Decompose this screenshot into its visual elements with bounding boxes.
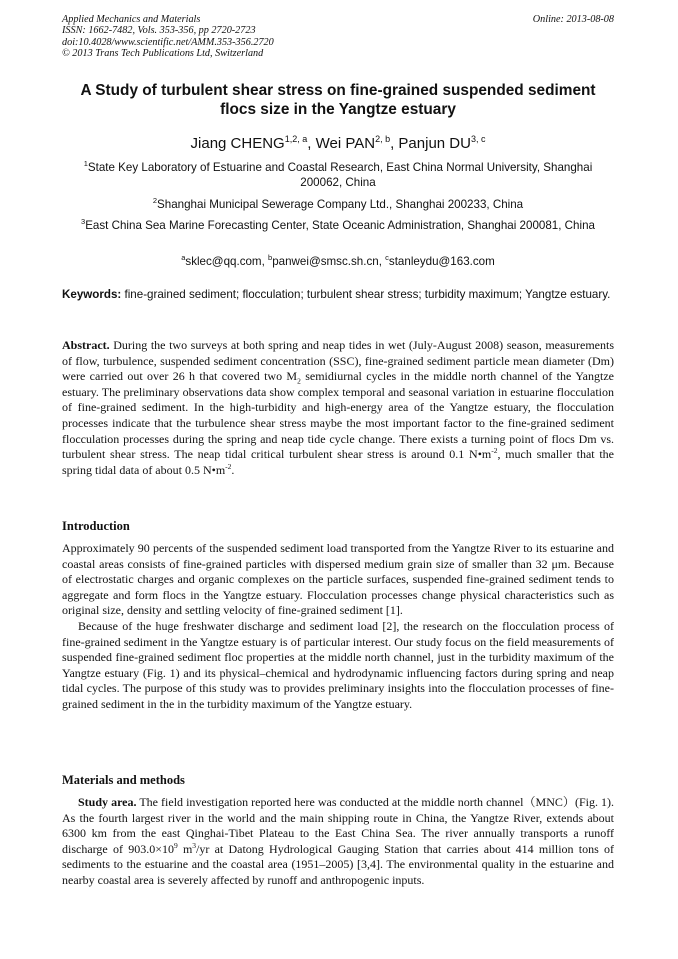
abstract-text: semidiurnal cycles in the middle north channel of the Yangtze estuary. The preliminary observations data show complex temporal and seasonal variation in estuarine flocculation of fine-grained sediment. In the high-turbidity and high-energy area of the Yangtze estuary, the flocculation processes indicate that the turbulence shear stress maybe the most important factor to the fine-grained sediment flocculation processes during the spring and neap tide cycle change. There exists a turning point of flocs Dm vs. turbulent shear stress. The neap tidal critical turbulent shear stress is around 0.1 N•m [62,369,614,462]
methods-body [62,795,614,889]
author-sup: 2, b [375,134,391,144]
abstract-sup: -2 [225,461,232,471]
email-sup: c [385,253,389,262]
abstract-text: During the two surveys at both spring and neap tides in wet (July-August 2008) season, measurements of flow, turbulence, suspended sediment concentration (SSC), fine-grained sediment particle mean diameter (Dm) were carried out over 26 h that covered two M [62,338,614,384]
title-line-2: flocs size in the Yangtze estuary [220,101,456,118]
author-list: Jiang CHENG$^{1,2, a}$, Wei PAN$^{2, b}$, Panjun DU$^{3, c}$ [190,134,486,152]
title-line-1: A Study of turbulent shear stress on fine-grained suspended sediment [80,82,596,99]
journal-name: Applied Mechanics and Materials [62,14,201,25]
journal-header [62,14,614,59]
methods-text: The field investigation reported here was conducted at the middle north channel（MNC）(Fig. 1). As the fourth largest river in the world and the main shipping route in China, the Yangtze River, extends about 6300 km from the east Qinghai-Tibet Plateau to the East China Sea. The river annually transports a runoff discharge of 903.0×10 [62,795,615,856]
author-name: Panjun DU [398,135,471,152]
email-text: stanleydu@163.com [388,254,495,268]
keywords-label: Keywords: [62,288,122,301]
affiliation-text: East China Sea Marine Forecasting Center, State Oceanic Administration, Shanghai 200081, China [85,218,595,232]
issn-line: ISSN: 1662-7482, Vols. 353-356, pp 2720-2723 [62,25,256,37]
abstract-sup: -2 [491,446,498,456]
affiliation-sup: 2 [152,196,158,205]
methods-heading: Materials and methods [62,773,185,787]
keywords [62,287,614,302]
affiliation-sup: 1 [83,159,88,168]
copyright-line: © 2013 Trans Tech Publications Ltd, Switzerland [62,47,264,59]
introduction-paragraph-2: Because of the huge freshwater discharge and sediment load [2], the research on the flocculation process of fine-grained sediment in the Yangtze estuary is of particular interest. Our study focus on the field measurements of suspended fine-grained sediment floc properties at the middle north channel, just in the turbidity maximum of the Yangtze estuary (Fig. 1) and its physical–chemical and hydrodynamic influencing factors during spring and neap tidal cycles. The purpose of this study was to provides preliminary insights into the flocculation processes of fine-grained sediment in the in the turbidity maximum of the Yangtze estuary. [62,618,614,711]
online-date: Online: 2013-08-08 [532,14,614,25]
methods-text: /yr at Datong Hydrological Gauging Station that carries about 414 million tons of sediments to the estuarine and the coastal area (1951–2005) [3,4]. The environmental quality in the estuarine and nearby coastal area is severely affected by runoff and anthropogenic inputs. [62,841,614,887]
author-sup: 1,2, a [284,134,308,144]
abstract-text: , much smaller that the spring tidal data of about 0.5 N•m [62,447,614,477]
abstract-text: . [231,462,235,477]
author-name: Jiang CHENG [190,135,285,152]
affiliation-text: Shanghai Municipal Sewerage Company Ltd., Shanghai 200233, China [157,197,524,211]
author-emails [62,250,614,269]
affiliation-1 [62,156,614,190]
methods-text: m [177,841,193,856]
email-sup: b [268,253,273,262]
study-area-label: Study area. [78,795,137,809]
email-sup: a [181,253,186,262]
affiliation-3 [62,214,614,233]
keywords-text: fine-grained sediment; flocculation; turbulent shear stress; turbidity maximum; Yangtze estuary. [121,288,611,301]
abstract-label: Abstract. [62,338,110,352]
introduction-body [62,541,614,713]
affiliation-2 [62,193,614,212]
author-sup: 3, c [470,134,486,144]
author-name: Wei PAN [315,135,376,152]
methods-sup: 9 [173,840,178,850]
abstract [62,338,614,478]
abstract-sub: 2 [297,376,301,386]
affiliation-text: State Key Laboratory of Estuarine and Coastal Research, East China Normal University, Shanghai 200062, China [87,160,593,189]
doi-line: doi:10.4028/www.scientific.net/AMM.353-356.2720 [62,36,274,48]
introduction-heading: Introduction [62,519,130,533]
email-text: sklec@qq.com, [185,254,269,268]
email-text: panwei@smsc.sh.cn, [272,254,386,268]
affiliation-sup: 3 [81,217,86,226]
methods-sup: 3 [192,840,197,850]
paper-title [62,81,614,119]
introduction-paragraph-1: Approximately 90 percents of the suspended sediment load transported from the Yangtze River to its estuarine and coastal areas consists of fine-grained particles with dispersed medium grain size of smaller than 32 μm. Because of electrostatic charges and organic complexes on the particle surfaces, suspended fine-grained sediment tends to aggregate and form flocs in the Yangtze estuary. Flocculation processes change physical characteristics such as original size, density and settling velocity of fine-grained sediment [1]. [62,541,614,618]
